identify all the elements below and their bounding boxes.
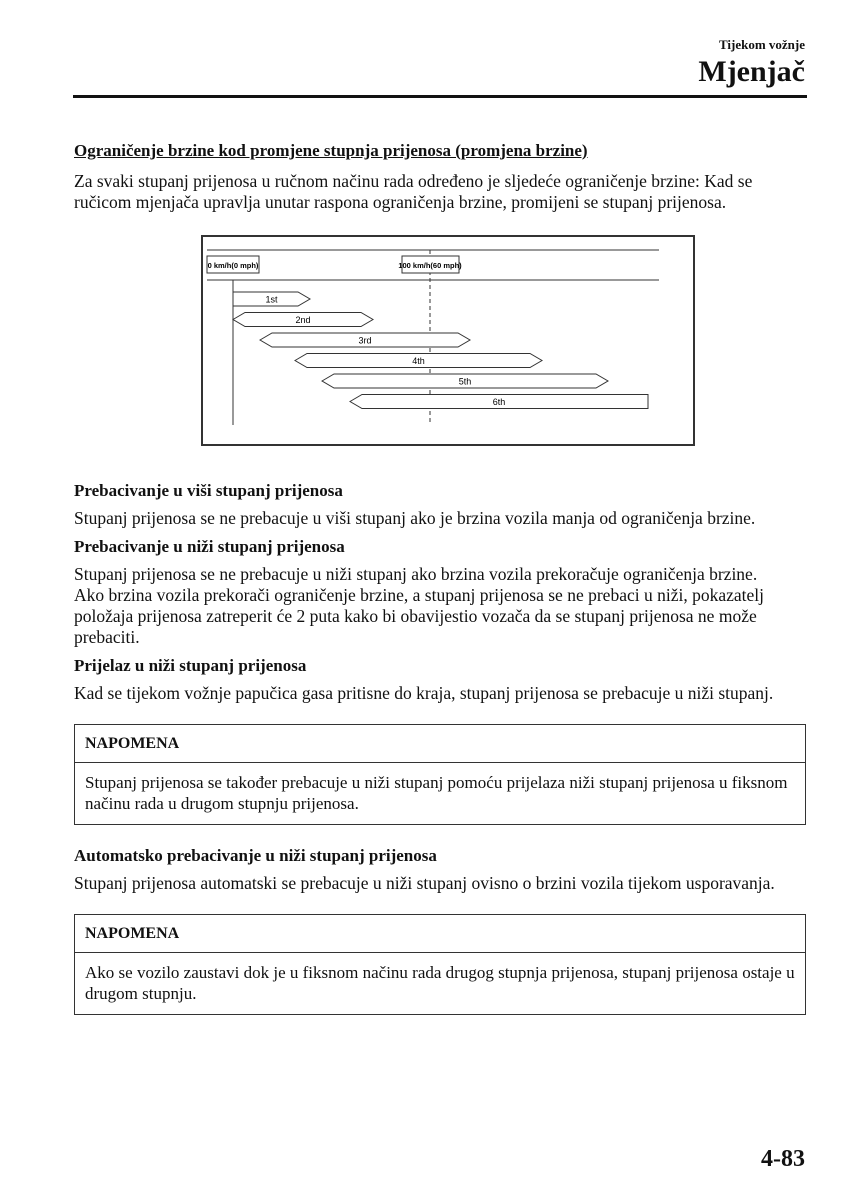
- intro-paragraph: Za svaki stupanj prijenosa u ručnom načinu rada određeno je sljedeće ograničenje brzine: Kad se ručicom mjenjača upravlja unutar raspona ograničenja brzine, promijeni se stupanj prijenosa.: [74, 171, 753, 212]
- page-number: 4-83: [761, 1146, 805, 1172]
- gear-label-1: 1st: [265, 294, 278, 305]
- kickdown-heading: Prijelaz u niži stupanj prijenosa: [74, 656, 307, 675]
- gear-speed-diagram-wrapper: [74, 235, 806, 446]
- downshift-text-1: Stupanj prijenosa se ne prebacuje u niži stupanj ako brzina vozila prekoračuje ograničenja brzine.: [74, 564, 758, 584]
- section-title: Ograničenje brzine kod promjene stupnja prijenosa (promjena brzine): [74, 141, 588, 160]
- gear-speed-diagram: [201, 235, 695, 446]
- gear-label-6: 6th: [492, 397, 506, 407]
- note-2-title: NAPOMENA: [75, 915, 805, 953]
- note-2-body: Ako se vozilo zaustavi dok je u fiksnom načinu rada drugog stupnja prijenosa, stupanj prijenosa ostaje u drugom stupnju.: [85, 963, 795, 1003]
- page-title: Mjenjač: [698, 55, 805, 88]
- header-section-label: Tijekom vožnje: [718, 37, 805, 52]
- auto-downshift-text: Stupanj prijenosa automatski se prebacuje u niži stupanj ovisno o brzini vozila tijekom usporavanja.: [74, 873, 775, 893]
- gear-label-3: 3rd: [358, 335, 372, 346]
- downshift-heading: Prebacivanje u niži stupanj prijenosa: [74, 537, 345, 556]
- gear-label-5: 5th: [458, 376, 472, 387]
- gear-bars: [233, 292, 648, 409]
- label-zero-text: 0 km/h(0 mph): [207, 261, 259, 270]
- downshift-text-2: Ako brzina vozila prekorači ograničenje brzine, a stupanj prijenosa se ne prebaci u niži, pokazatelj položaja prijenosa zatreperit će 2 puta kako bi obavijestio vozača da se stupanj prijenosa ne može prebaciti.: [74, 585, 764, 647]
- page-content: [74, 140, 806, 1035]
- label-hundred-text: 100 km/h(60 mph): [398, 261, 462, 270]
- note-1-title: NAPOMENA: [75, 725, 805, 763]
- gear-label-4: 4th: [412, 356, 425, 366]
- header-rule: [73, 95, 807, 98]
- note-box-1: [74, 724, 806, 825]
- gear-speed-diagram-svg: [203, 237, 693, 444]
- upshift-text: Stupanj prijenosa se ne prebacuje u viši stupanj ako je brzina vozila manja od ograničenja brzine.: [74, 508, 756, 528]
- auto-downshift-heading: Automatsko prebacivanje u niži stupanj prijenosa: [74, 846, 437, 865]
- gear-label-2: 2nd: [295, 315, 311, 325]
- note-box-2: [74, 914, 806, 1015]
- note-1-body: Stupanj prijenosa se također prebacuje u niži stupanj pomoću prijelaza niži stupanj prijenosa u fiksnom načinu rada u drugom stupnju prijenosa.: [85, 773, 788, 813]
- kickdown-text: Kad se tijekom vožnje papučica gasa pritisne do kraja, stupanj prijenosa se prebacuje u niži stupanj.: [74, 683, 774, 703]
- upshift-heading: Prebacivanje u viši stupanj prijenosa: [74, 481, 343, 500]
